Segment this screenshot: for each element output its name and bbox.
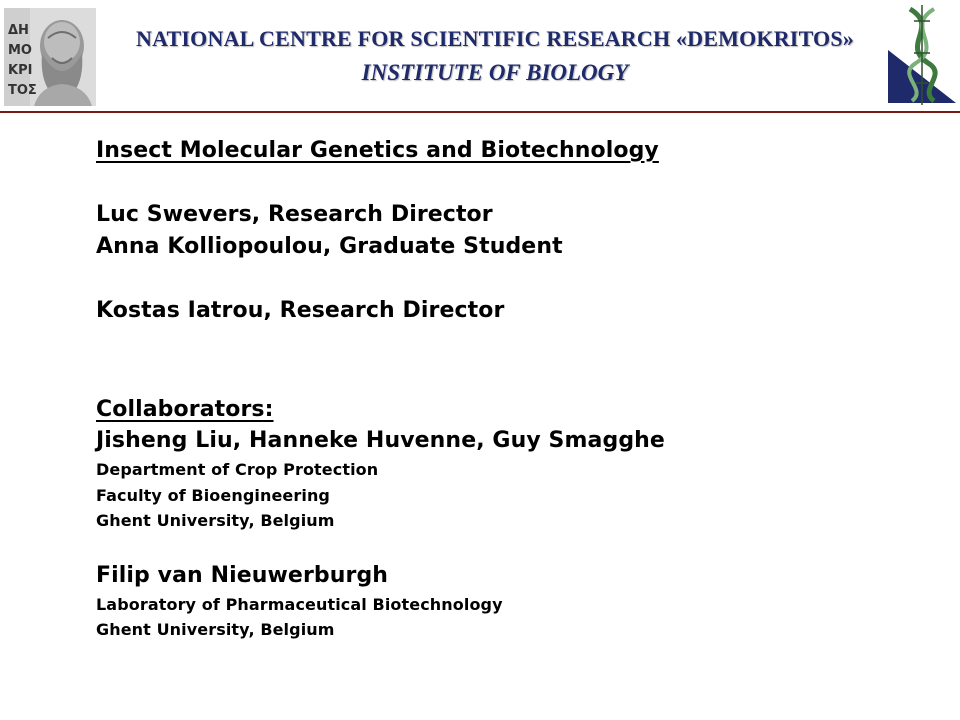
collaborator-names: Filip van Nieuwerburgh (96, 563, 389, 588)
collaborator-names: Jisheng Liu, Hanneke Huvenne, Guy Smagghe (96, 428, 665, 453)
svg-text:ΜΟ: ΜΟ (8, 43, 32, 58)
dna-helix-logo-icon (888, 5, 958, 105)
svg-text:ΔΗ: ΔΗ (8, 23, 29, 38)
collaborator-affiliation: Laboratory of Pharmaceutical Biotechnology (96, 595, 503, 614)
svg-text:ΤΟΣ: ΤΟΣ (8, 83, 37, 98)
institution-title: NATIONAL CENTRE FOR SCIENTIFIC RESEARCH «DEMOKRITOS» (136, 26, 854, 51)
collaborators-heading: Collaborators: (96, 397, 274, 422)
institute-subtitle: INSTITUTE OF BIOLOGY (361, 60, 629, 85)
collaborator-affiliation: Department of Crop Protection (96, 460, 379, 479)
member-line: Anna Kolliopoulou, Graduate Student (96, 234, 563, 259)
collaborator-affiliation: Ghent University, Belgium (96, 620, 335, 639)
svg-text:ΚΡΙ: ΚΡΙ (8, 63, 33, 78)
member-line: Luc Swevers, Research Director (96, 202, 493, 227)
demokritos-bust-logo-icon (4, 8, 96, 106)
collaborator-affiliation: Faculty of Bioengineering (96, 486, 330, 505)
slide-header (0, 0, 960, 114)
group-heading: Insect Molecular Genetics and Biotechnology (96, 138, 659, 163)
header-divider (0, 111, 960, 113)
member-line: Kostas Iatrou, Research Director (96, 298, 505, 323)
collaborator-affiliation: Ghent University, Belgium (96, 511, 335, 530)
